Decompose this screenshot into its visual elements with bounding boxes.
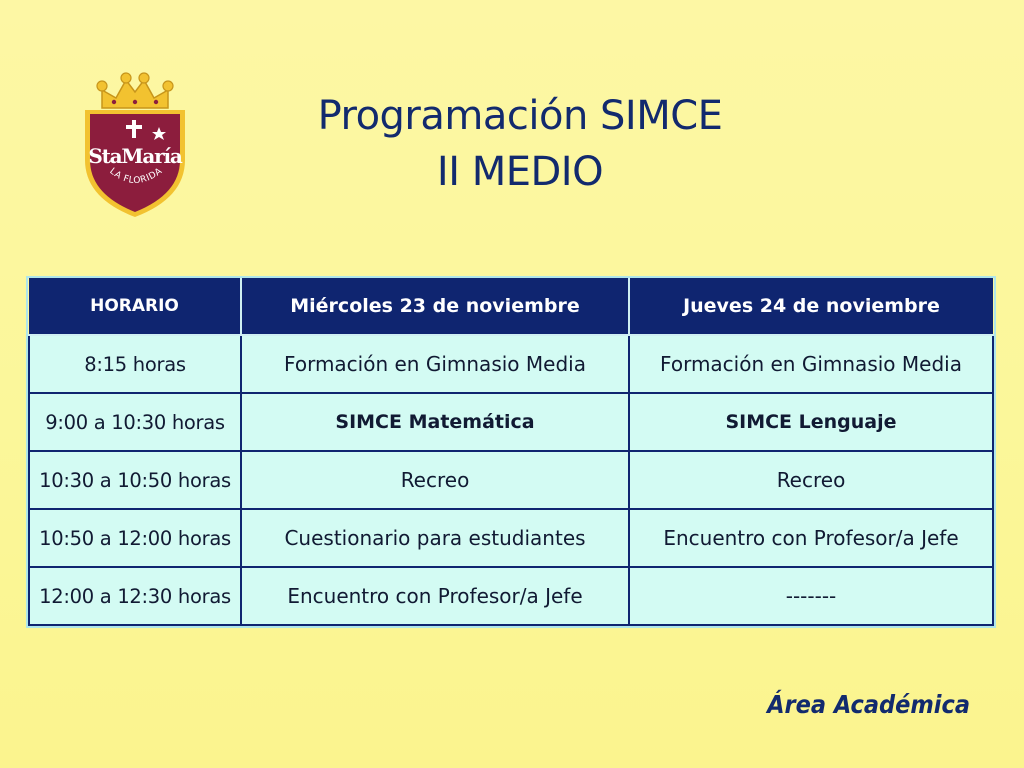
wednesday-cell: Encuentro con Profesor/a Jefe	[241, 567, 629, 625]
header-miercoles: Miércoles 23 de noviembre	[241, 278, 629, 335]
wednesday-cell: Cuestionario para estudiantes	[241, 509, 629, 567]
school-crest-logo	[78, 70, 192, 220]
table-row	[29, 335, 993, 393]
time-cell: 9:00 a 10:30 horas	[29, 393, 241, 451]
thursday-cell: Recreo	[629, 451, 993, 509]
table-row	[29, 567, 993, 625]
wednesday-cell: Formación en Gimnasio Media	[241, 335, 629, 393]
header-horario: HORARIO	[29, 278, 241, 335]
logo-brand-sub: LA FLORIDA	[107, 166, 165, 187]
thursday-cell: Formación en Gimnasio Media	[629, 335, 993, 393]
schedule-table	[28, 278, 994, 626]
time-cell: 10:50 a 12:00 horas	[29, 509, 241, 567]
thursday-cell: SIMCE Lenguaje	[629, 393, 993, 451]
thursday-cell: Encuentro con Profesor/a Jefe	[629, 509, 993, 567]
time-cell: 10:30 a 10:50 horas	[29, 451, 241, 509]
thursday-cell: -------	[629, 567, 993, 625]
time-cell: 8:15 horas	[29, 335, 241, 393]
table-row	[29, 451, 993, 509]
logo-brand-main: StaMaría	[88, 144, 182, 168]
wednesday-cell: SIMCE Matemática	[241, 393, 629, 451]
time-cell: 12:00 a 12:30 horas	[29, 567, 241, 625]
crown-icon	[97, 73, 173, 108]
wednesday-cell: Recreo	[241, 451, 629, 509]
table-row	[29, 509, 993, 567]
footer-area-label: Área Académica	[767, 690, 970, 719]
page-subtitle: II MEDIO	[436, 149, 604, 195]
page-title: Programación SIMCE	[317, 93, 723, 139]
table-header-row	[29, 278, 993, 335]
table-row	[29, 393, 993, 451]
header-jueves: Jueves 24 de noviembre	[629, 278, 993, 335]
